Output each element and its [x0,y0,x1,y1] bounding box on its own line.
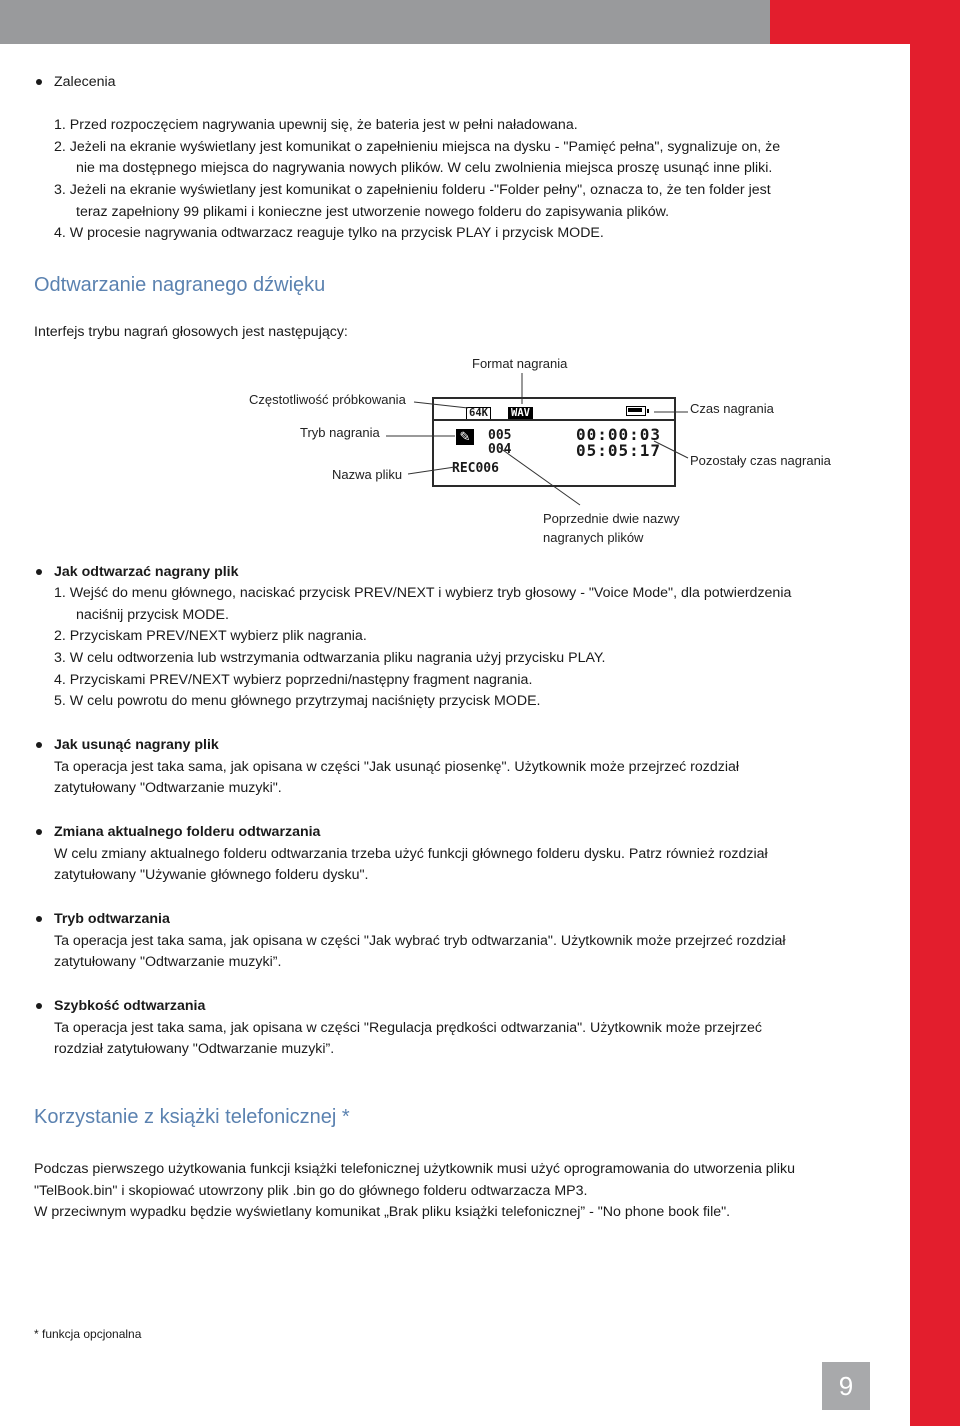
label-previous-files: Poprzednie dwie nazwy [543,511,680,526]
paragraph-line: Ta operacja jest taka sama, jak opisana w części "Regulacja prędkości odtwarzania". Użytkownik może przejrzeć [54,1020,762,1036]
recommendation-line: nie ma dostępnego miejsca do nagrywania nowych plików. W celu zwolnienia miejsca proszę usunąć inne pliki. [76,160,773,176]
instruction-line: 3. W celu odtworzenia lub wstrzymania odtwarzania pliku nagrania użyj przycisku PLAY. [54,650,606,666]
instruction-line: 5. W celu powrotu do menu głównego przytrzymaj naciśnięty przycisk MODE. [54,693,541,709]
lcd-format: WAV [508,407,533,420]
label-record-mode: Tryb nagrania [300,425,380,440]
recommendation-line: teraz zapełniony 99 plikami i konieczne jest utworzenie nowego folderu do zapisywania plików. [76,204,670,220]
bullet-dot [36,742,42,748]
lcd-filename: REC006 [452,461,499,476]
page-number: 9 [822,1362,870,1410]
paragraph-line: Ta operacja jest taka sama, jak opisana w części "Jak usunąć piosenkę". Użytkownik może przejrzeć rozdział [54,759,740,775]
lcd-divider [434,419,674,421]
paragraph-line: zatytułowany "Odtwarzanie muzyki”. [54,954,282,970]
label-previous-files: nagranych plików [543,530,644,545]
label-file-name: Nazwa pliku [332,467,403,482]
instruction-line: 4. Przyciskami PREV/NEXT wybierz poprzedni/następny fragment nagrania. [54,672,533,688]
paragraph-line: zatytułowany "Odtwarzanie muzyki". [54,780,282,796]
paragraph-line: zatytułowany "Używanie głównego folderu dysku". [54,867,369,883]
subsection-title: Zmiana aktualnego folderu odtwarzania [54,824,321,840]
recommendation-line: 3. Jeżeli na ekranie wyświetlany jest komunikat o zapełnieniu folderu -"Folder pełny", oznacza to, że ten folder jest [54,182,771,198]
instruction-line: 2. Przyciskam PREV/NEXT wybierz plik nagrania. [54,628,367,644]
section-heading: Odtwarzanie nagranego dźwięku [34,274,326,296]
bullet-dot [36,569,42,575]
label-format: Format nagrania [472,356,568,371]
recommendation-line: 4. W procesie nagrywania odtwarzacz reaguje tylko na przycisk PLAY i przycisk MODE. [54,225,604,241]
recommendation-line: 1. Przed rozpoczęciem nagrywania upewnij się, że bateria jest w pełni naładowana. [54,117,578,133]
bullet-dot [36,829,42,835]
section-intro: Interfejs trybu nagrań głosowych jest następujący: [34,324,348,340]
subsection-title: Szybkość odtwarzania [54,998,206,1014]
paragraph-line: "TelBook.bin" i skopiować utowrzony plik .bin go do głównego folderu odtwarzacza MP3. [34,1183,588,1199]
subsection-title: Jak usunąć nagrany plik [54,737,219,753]
footnote: * funkcja opcjonalna [34,1327,142,1341]
subsection-title: Jak odtwarzać nagrany plik [54,564,239,580]
paragraph-line: rozdział zatytułowany "Odtwarzanie muzyki”. [54,1041,335,1057]
recommendation-line: 2. Jeżeli na ekranie wyświetlany jest komunikat o zapełnieniu miejsca na dysku - "Pamięć pełna", sygnalizuje on, że [54,139,781,155]
paragraph-line: W przeciwnym wypadku będzie wyświetlany komunikat „Brak pliku książki telefonicznej” - "No phone book file". [34,1204,731,1220]
lcd-remaining-time: 05:05:17 [576,441,662,460]
label-recording-time: Czas nagrania [690,401,774,416]
lcd-elapsed-time: 00:00:03 [576,425,662,444]
lcd-screen [432,397,676,487]
battery-icon [626,406,646,416]
bullet-dot [36,1003,42,1009]
lcd-bitrate: 64K [466,407,491,420]
bullet-dot [36,916,42,922]
instruction-line: 1. Wejść do menu głównego, naciskać przycisk PREV/NEXT i wybierz tryb głosowy - "Voice Mode", dla potwierdzenia [54,585,792,601]
label-remaining-time: Pozostały czas nagrania [690,453,831,468]
bullet-dot [36,79,42,85]
paragraph-line: Podczas pierwszego użytkowania funkcji książki telefonicznej użytkownik musi użyć oprogramowania do utworzenia pliku [34,1161,795,1177]
instruction-line: naciśnij przycisk MODE. [76,607,229,623]
section-heading: Korzystanie z książki telefonicznej * [34,1106,350,1128]
microphone-icon: ✎ [456,429,474,445]
subsection-title: Tryb odtwarzania [54,911,170,927]
recommendations-title: Zalecenia [54,74,116,90]
label-sample-rate: Częstotliwość próbkowania [249,392,406,407]
lcd-file-b: 004 [488,442,512,457]
lcd-file-a: 005 [488,428,512,443]
paragraph-line: W celu zmiany aktualnego folderu odtwarzania trzeba użyć funkcji głównego folderu dysku. Patrz również rozdział [54,846,768,862]
paragraph-line: Ta operacja jest taka sama, jak opisana w części "Jak wybrać tryb odtwarzania". Użytkownik może przejrzeć rozdział [54,933,786,949]
